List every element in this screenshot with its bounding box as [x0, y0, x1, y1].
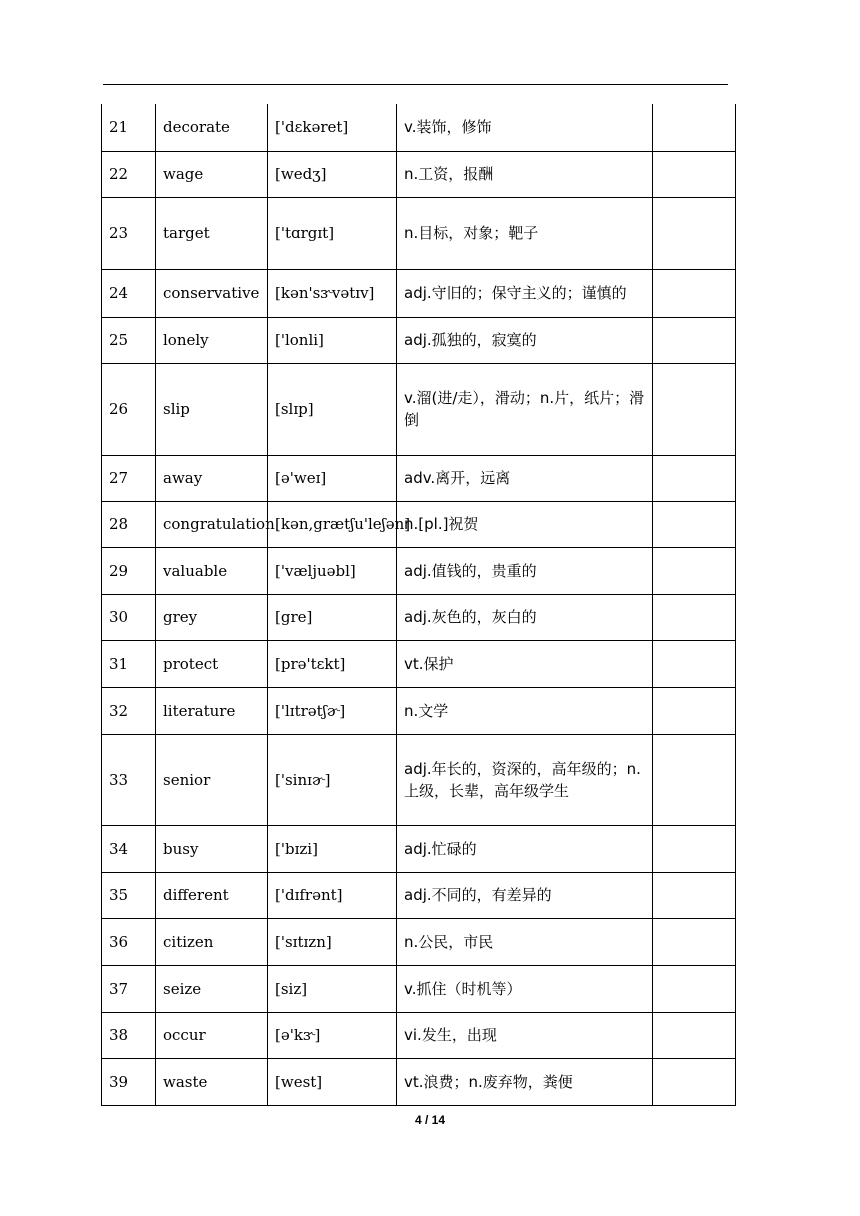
table-row	[102, 872, 736, 918]
blank-note-cell	[653, 594, 736, 640]
chinese-meaning: n.文学	[397, 687, 653, 734]
row-number: 36	[102, 918, 156, 965]
english-word: away	[156, 455, 268, 501]
row-number: 38	[102, 1012, 156, 1058]
english-word: different	[156, 872, 268, 918]
row-number: 39	[102, 1058, 156, 1105]
phonetic-transcription: [siz]	[268, 965, 397, 1012]
phonetic-transcription: ['lɪtrətʃɚ]	[268, 687, 397, 734]
table-row	[102, 547, 736, 594]
table-row	[102, 269, 736, 317]
row-number: 37	[102, 965, 156, 1012]
blank-note-cell	[653, 1058, 736, 1105]
blank-note-cell	[653, 640, 736, 687]
phonetic-transcription: ['lonli]	[268, 317, 397, 363]
row-number: 24	[102, 269, 156, 317]
row-number: 29	[102, 547, 156, 594]
table-row	[102, 825, 736, 872]
phonetic-transcription: [ə'weɪ]	[268, 455, 397, 501]
english-word: literature	[156, 687, 268, 734]
table-row	[102, 1012, 736, 1058]
table-row	[102, 455, 736, 501]
phonetic-transcription: [ə'kɝ]	[268, 1012, 397, 1058]
table-row	[102, 197, 736, 269]
phonetic-transcription: [prə'tɛkt]	[268, 640, 397, 687]
table-row	[102, 965, 736, 1012]
english-word: congratulation	[156, 501, 268, 547]
blank-note-cell	[653, 269, 736, 317]
blank-note-cell	[653, 197, 736, 269]
english-word: senior	[156, 734, 268, 825]
phonetic-transcription: ['bɪzi]	[268, 825, 397, 872]
chinese-meaning: adj.年长的，资深的，高年级的；n.上级，长辈，高年级学生	[397, 734, 653, 825]
phonetic-transcription: [kən,grætʃu'leʃən]	[268, 501, 397, 547]
phonetic-transcription: ['sɪtɪzn]	[268, 918, 397, 965]
chinese-meaning: n.[pl.]祝贺	[397, 501, 653, 547]
blank-note-cell	[653, 104, 736, 151]
english-word: busy	[156, 825, 268, 872]
chinese-meaning: v.抓住（时机等）	[397, 965, 653, 1012]
vocabulary-table-body	[102, 104, 736, 1105]
chinese-meaning: adj.守旧的；保守主义的；谨慎的	[397, 269, 653, 317]
table-row	[102, 918, 736, 965]
vocabulary-table	[101, 104, 736, 1106]
table-row	[102, 501, 736, 547]
table-row	[102, 1058, 736, 1105]
row-number: 22	[102, 151, 156, 197]
chinese-meaning: vi.发生，出现	[397, 1012, 653, 1058]
chinese-meaning: adj.不同的，有差异的	[397, 872, 653, 918]
english-word: occur	[156, 1012, 268, 1058]
chinese-meaning: vt.保护	[397, 640, 653, 687]
row-number: 23	[102, 197, 156, 269]
header-rule	[103, 84, 728, 85]
blank-note-cell	[653, 1012, 736, 1058]
chinese-meaning: adj.忙碌的	[397, 825, 653, 872]
blank-note-cell	[653, 317, 736, 363]
english-word: valuable	[156, 547, 268, 594]
chinese-meaning: adv.离开，远离	[397, 455, 653, 501]
chinese-meaning: v.溜(进/走），滑动；n.片，纸片；滑倒	[397, 363, 653, 455]
row-number: 35	[102, 872, 156, 918]
phonetic-transcription: ['væljuəbl]	[268, 547, 397, 594]
blank-note-cell	[653, 965, 736, 1012]
row-number: 33	[102, 734, 156, 825]
table-row	[102, 104, 736, 151]
phonetic-transcription: ['sinɪɚ]	[268, 734, 397, 825]
english-word: wage	[156, 151, 268, 197]
chinese-meaning: n.工资，报酬	[397, 151, 653, 197]
chinese-meaning: vt.浪费；n.废弃物，粪便	[397, 1058, 653, 1105]
row-number: 34	[102, 825, 156, 872]
table-row	[102, 687, 736, 734]
phonetic-transcription: [west]	[268, 1058, 397, 1105]
english-word: conservative	[156, 269, 268, 317]
row-number: 26	[102, 363, 156, 455]
blank-note-cell	[653, 501, 736, 547]
table-row	[102, 363, 736, 455]
english-word: lonely	[156, 317, 268, 363]
english-word: seize	[156, 965, 268, 1012]
table-row	[102, 640, 736, 687]
blank-note-cell	[653, 455, 736, 501]
english-word: protect	[156, 640, 268, 687]
chinese-meaning: v.装饰，修饰	[397, 104, 653, 151]
phonetic-transcription: ['dɪfrənt]	[268, 872, 397, 918]
blank-note-cell	[653, 363, 736, 455]
row-number: 32	[102, 687, 156, 734]
phonetic-transcription: ['dɛkəret]	[268, 104, 397, 151]
english-word: citizen	[156, 918, 268, 965]
chinese-meaning: adj.值钱的，贵重的	[397, 547, 653, 594]
phonetic-transcription: ['tɑrgɪt]	[268, 197, 397, 269]
chinese-meaning: n.目标，对象；靶子	[397, 197, 653, 269]
phonetic-transcription: [slɪp]	[268, 363, 397, 455]
chinese-meaning: n.公民，市民	[397, 918, 653, 965]
page-number: 4 / 14	[414, 1113, 446, 1127]
phonetic-transcription: [wedʒ]	[268, 151, 397, 197]
phonetic-transcription: [gre]	[268, 594, 397, 640]
row-number: 27	[102, 455, 156, 501]
phonetic-transcription: [kən'sɝvətɪv]	[268, 269, 397, 317]
blank-note-cell	[653, 734, 736, 825]
english-word: slip	[156, 363, 268, 455]
blank-note-cell	[653, 547, 736, 594]
english-word: grey	[156, 594, 268, 640]
english-word: target	[156, 197, 268, 269]
table-row	[102, 151, 736, 197]
row-number: 28	[102, 501, 156, 547]
table-row	[102, 594, 736, 640]
english-word: waste	[156, 1058, 268, 1105]
chinese-meaning: adj.孤独的，寂寞的	[397, 317, 653, 363]
table-row	[102, 317, 736, 363]
row-number: 25	[102, 317, 156, 363]
table-row	[102, 734, 736, 825]
blank-note-cell	[653, 687, 736, 734]
english-word: decorate	[156, 104, 268, 151]
blank-note-cell	[653, 825, 736, 872]
blank-note-cell	[653, 872, 736, 918]
chinese-meaning: adj.灰色的，灰白的	[397, 594, 653, 640]
blank-note-cell	[653, 151, 736, 197]
row-number: 30	[102, 594, 156, 640]
row-number: 31	[102, 640, 156, 687]
row-number: 21	[102, 104, 156, 151]
blank-note-cell	[653, 918, 736, 965]
